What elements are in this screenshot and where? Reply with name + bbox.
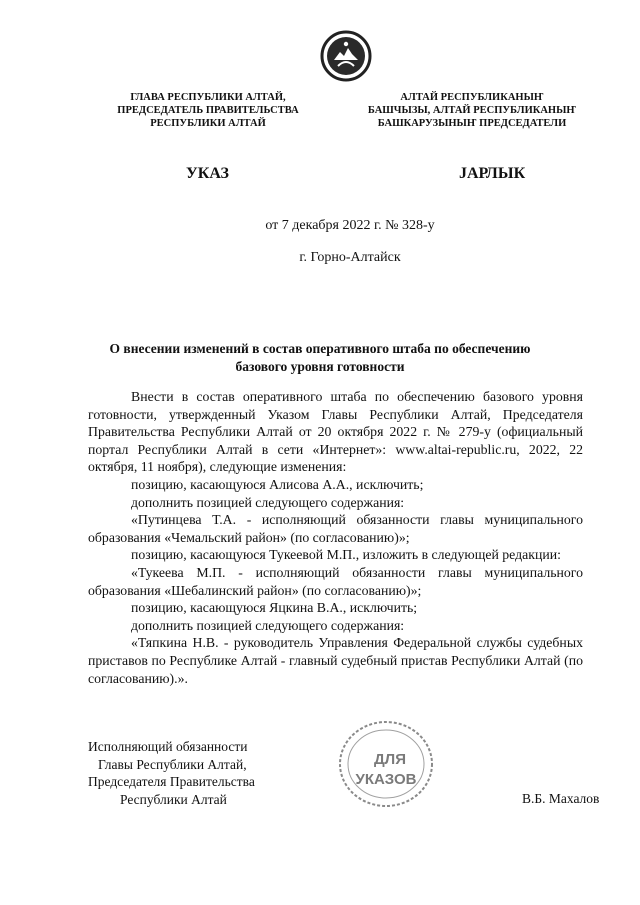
header-left-line: РЕСПУБЛИКИ АЛТАЙ [150, 118, 266, 129]
signature-block [88, 738, 255, 808]
coat-of-arms-icon [320, 30, 372, 82]
signature-line: Председателя Правительства [88, 774, 255, 789]
signature-line: Исполняющий обязанности [88, 739, 248, 754]
signature-line: Республики Алтай [120, 791, 227, 807]
place-line: г. Горно-Алтайск [299, 250, 401, 265]
doc-type-right: JАРЛЫК [459, 165, 526, 182]
title-line: базового уровня готовности [235, 359, 405, 374]
title-line: О внесении изменений в состав оперативного штаба по обеспечению [109, 341, 531, 356]
header-left [88, 91, 328, 130]
body-paragraph: «Путинцева Т.А. - исполняющий обязанности главы муниципального образования «Чемальский район» (по согласованию)»; [88, 512, 583, 545]
stamp-text-line1: ДЛЯ [374, 751, 406, 768]
body-paragraph: Внести в состав оперативного штаба по обеспечению базового уровня готовности, утвержденный Указом Главы Республики Алтай, Председателя Правительства Республики Алтай от 20 октября 2022 г. № 279-у (официальный портал Республики Алтай в сети «Интернет»: www.altai-republic.ru, 2022, 22 октября, 11 ноября), следующие изменения: [88, 389, 583, 475]
stamp-text-line2: УКАЗОВ [355, 771, 417, 788]
document-title [60, 340, 580, 376]
body-paragraph: дополнить позицией следующего содержания: [131, 617, 405, 633]
header-right-line: БАШЧЫЗЫ, АЛТАЙ РЕСПУБЛИКАНЫҤ [367, 105, 577, 116]
body-paragraph: позицию, касающуюся Тукеевой М.П., изложить в следующей редакции: [131, 547, 561, 563]
body-paragraph: позицию, касающуюся Алисова А.А., исключить; [131, 476, 424, 492]
signature-line: Главы Республики Алтай, [98, 756, 247, 772]
body-paragraph: «Тукеева М.П. - исполняющий обязанности главы муниципального образования «Шебалинский район» (по согласованию)»; [88, 564, 583, 598]
body-paragraph: «Тяпкина Н.В. - руководитель Управления Федеральной службы судебных приставов по Республике Алтай - главный судебный пристав Республики Алтай (по согласованию).». [88, 635, 583, 686]
header-left-line: ГЛАВА РЕСПУБЛИКИ АЛТАЙ, [130, 92, 286, 103]
header-right [352, 91, 592, 130]
document-body [88, 388, 583, 687]
body-paragraph: дополнить позицией следующего содержания: [131, 494, 405, 510]
stamp-for-decrees [336, 718, 436, 810]
body-paragraph: позицию, касающуюся Яцкина В.А., исключить; [131, 600, 418, 616]
header-right-line: БАШКАРУЗЫНЫҤ ПРЕДСЕДАТЕЛИ [377, 118, 567, 129]
signatory-name: В.Б. Махалов [522, 791, 600, 806]
header-left-line: ПРЕДСЕДАТЕЛЬ ПРАВИТЕЛЬСТВА [117, 105, 299, 116]
date-line: от 7 декабря 2022 г. № 328-у [265, 218, 435, 233]
header-right-line: АЛТАЙ РЕСПУБЛИКАНЫҤ [400, 92, 544, 103]
doc-type-left: УКАЗ [186, 165, 229, 182]
